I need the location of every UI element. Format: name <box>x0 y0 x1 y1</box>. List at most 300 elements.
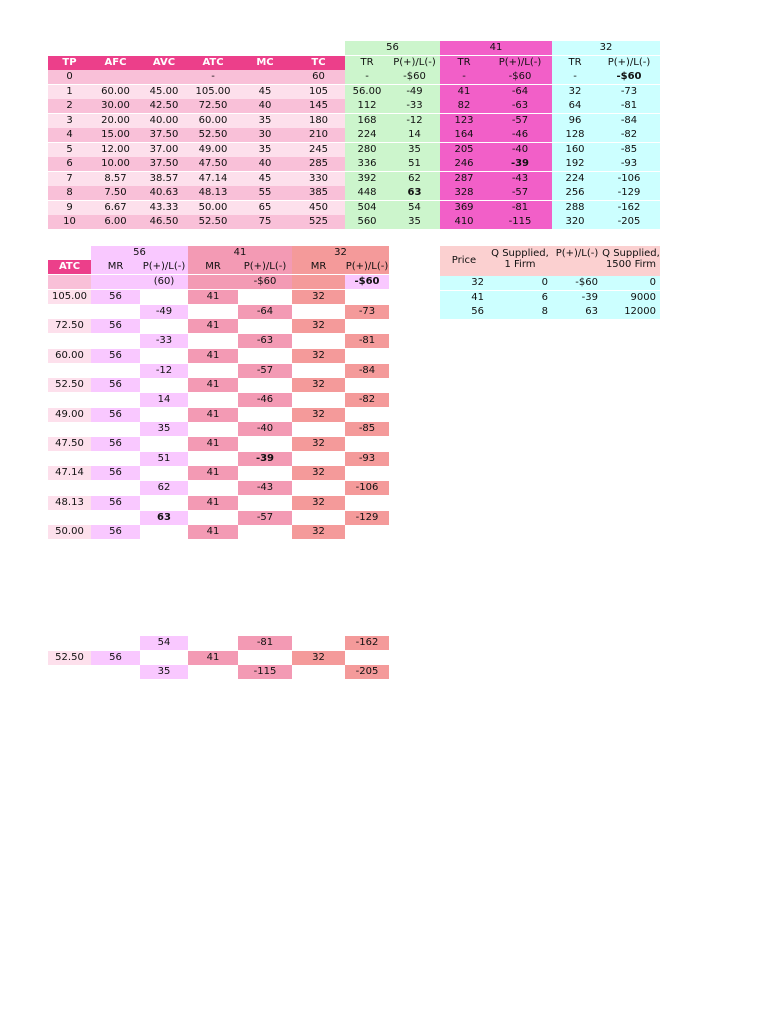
table-cell: 10.00 <box>91 157 140 171</box>
table-cell <box>345 651 389 665</box>
table-cell: -12 <box>140 364 188 378</box>
table-cell: 560 <box>345 215 389 229</box>
column-header: P(+)/L(-) <box>389 56 440 70</box>
table-cell: -57 <box>488 114 552 128</box>
table-cell <box>140 70 188 84</box>
table-cell <box>140 525 188 539</box>
table-cell: 45.00 <box>140 85 188 99</box>
table-cell: -73 <box>345 305 389 319</box>
table-cell: -$60 <box>238 275 292 289</box>
table-cell <box>188 305 238 319</box>
table-cell: 504 <box>345 201 389 215</box>
table-cell: -85 <box>598 143 660 157</box>
table-cell: 52.50 <box>188 215 238 229</box>
table-cell: 32 <box>292 437 345 451</box>
table-cell <box>292 511 345 525</box>
table-cell: 32 <box>292 651 345 665</box>
table-cell: -$60 <box>488 70 552 84</box>
table-cell: 72.50 <box>48 319 91 333</box>
table-cell: 369 <box>440 201 488 215</box>
table-cell: 35 <box>238 114 292 128</box>
table-cell: 32 <box>552 85 598 99</box>
table-cell: 40.00 <box>140 114 188 128</box>
table-cell: 56 <box>91 466 140 480</box>
table-cell: 168 <box>345 114 389 128</box>
table-cell: 525 <box>292 215 345 229</box>
table-cell: 51 <box>389 157 440 171</box>
column-header: AFC <box>91 56 140 70</box>
table-cell <box>345 525 389 539</box>
column-header: MR <box>188 260 238 274</box>
table-cell: 41 <box>188 437 238 451</box>
table-cell: -43 <box>238 481 292 495</box>
table-cell: 41 <box>188 378 238 392</box>
table-cell: -64 <box>238 305 292 319</box>
table-cell: -$60 <box>345 275 389 289</box>
table-cell: - <box>345 70 389 84</box>
table-cell: 62 <box>389 172 440 186</box>
column-header: ATC <box>188 56 238 70</box>
table-cell: 51 <box>140 452 188 466</box>
table-cell: 256 <box>552 186 598 200</box>
table-cell <box>188 334 238 348</box>
table-cell <box>345 408 389 422</box>
table-cell: 14 <box>389 128 440 142</box>
table-cell: 32 <box>292 408 345 422</box>
table-cell: 30.00 <box>91 99 140 113</box>
table-cell <box>292 275 345 289</box>
column-header: MC <box>238 56 292 70</box>
table-cell: -$60 <box>598 70 660 84</box>
table-cell <box>345 437 389 451</box>
table-cell: - <box>440 70 488 84</box>
table-cell: 32 <box>440 276 488 290</box>
table-cell: 164 <box>440 128 488 142</box>
table-cell: 1 <box>48 85 91 99</box>
table-cell: -33 <box>389 99 440 113</box>
table-cell: 52.50 <box>188 128 238 142</box>
table-cell: -57 <box>238 364 292 378</box>
table-cell <box>238 70 292 84</box>
table-cell: 63 <box>389 186 440 200</box>
table-cell: 224 <box>345 128 389 142</box>
table-cell: -40 <box>488 143 552 157</box>
table-cell: 41 <box>188 290 238 304</box>
table-cell: -46 <box>238 393 292 407</box>
table-cell: 6.67 <box>91 201 140 215</box>
table-cell <box>48 636 91 650</box>
table-cell: 37.50 <box>140 128 188 142</box>
table-cell: 105.00 <box>188 85 238 99</box>
table-cell <box>48 305 91 319</box>
table-cell: 210 <box>292 128 345 142</box>
table-cell: -46 <box>488 128 552 142</box>
table-cell: -205 <box>598 215 660 229</box>
table-cell <box>48 481 91 495</box>
table-cell: 56 <box>91 349 140 363</box>
table-cell <box>238 378 292 392</box>
table-cell: 52.50 <box>48 651 91 665</box>
table-cell: 7.50 <box>91 186 140 200</box>
table-cell: 35 <box>389 143 440 157</box>
table-cell: 32 <box>292 319 345 333</box>
table-cell: -106 <box>345 481 389 495</box>
column-header: TP <box>48 56 91 70</box>
table-cell: 63 <box>552 305 602 319</box>
table-cell: -93 <box>598 157 660 171</box>
table-cell: 5 <box>48 143 91 157</box>
table-cell: 42.50 <box>140 99 188 113</box>
table-cell <box>292 305 345 319</box>
table-cell: -82 <box>345 393 389 407</box>
table-cell: 180 <box>292 114 345 128</box>
column-header: P(+)/L(-) <box>238 260 292 274</box>
table-cell: 41 <box>188 408 238 422</box>
table-cell <box>140 290 188 304</box>
table-cell: 82 <box>440 99 488 113</box>
table-cell: -81 <box>238 636 292 650</box>
table-cell <box>292 452 345 466</box>
table-cell: 128 <box>552 128 598 142</box>
table-cell <box>48 364 91 378</box>
table-cell: 62 <box>140 481 188 495</box>
column-header: ATC <box>48 260 91 274</box>
table-cell: 48.13 <box>188 186 238 200</box>
table-cell: 6 <box>488 291 552 305</box>
table-cell: 246 <box>440 157 488 171</box>
table-cell <box>140 349 188 363</box>
table-cell: 32 <box>292 378 345 392</box>
price-group-header: 32 <box>292 246 389 260</box>
table-cell <box>48 334 91 348</box>
table-cell: -84 <box>345 364 389 378</box>
table-cell: -81 <box>488 201 552 215</box>
table-cell: -81 <box>345 334 389 348</box>
table-cell <box>292 364 345 378</box>
table-cell: 50.00 <box>48 525 91 539</box>
table-cell: -49 <box>389 85 440 99</box>
table-cell: -49 <box>140 305 188 319</box>
table-cell: -57 <box>488 186 552 200</box>
table-cell: 45 <box>238 172 292 186</box>
price-group-header: 32 <box>552 41 660 55</box>
table-cell <box>48 452 91 466</box>
table-cell <box>238 525 292 539</box>
table-cell: 224 <box>552 172 598 186</box>
table-cell: 32 <box>292 466 345 480</box>
table-cell: 60.00 <box>188 114 238 128</box>
table-cell <box>188 636 238 650</box>
table-cell <box>238 437 292 451</box>
table-cell: -64 <box>488 85 552 99</box>
table-cell: -63 <box>238 334 292 348</box>
table-cell <box>188 452 238 466</box>
table-cell: 6 <box>48 157 91 171</box>
table-cell: 8 <box>488 305 552 319</box>
table-cell: 9000 <box>602 291 660 305</box>
table-cell: 32 <box>292 525 345 539</box>
table-cell: 330 <box>292 172 345 186</box>
column-header: P(+)/L(-) <box>345 261 389 272</box>
table-cell: 4 <box>48 128 91 142</box>
table-cell: 37.00 <box>140 143 188 157</box>
table-cell: -$60 <box>389 70 440 84</box>
table-cell <box>188 665 238 679</box>
table-cell: 55 <box>238 186 292 200</box>
column-header: TR <box>552 56 598 70</box>
table-cell <box>345 496 389 510</box>
table-cell: - <box>552 70 598 84</box>
table-cell: -106 <box>598 172 660 186</box>
table-cell <box>292 636 345 650</box>
table-cell: 40.63 <box>140 186 188 200</box>
table-cell: - <box>188 70 238 84</box>
table-cell: 49.00 <box>48 408 91 422</box>
table-cell: 410 <box>440 215 488 229</box>
table-cell: 160 <box>552 143 598 157</box>
price-group-header: 56 <box>91 246 188 260</box>
table-cell: 14 <box>140 393 188 407</box>
table-cell <box>48 393 91 407</box>
table-cell: 35 <box>389 215 440 229</box>
table-cell: -81 <box>598 99 660 113</box>
table-cell: 60 <box>292 70 345 84</box>
table-cell: 41 <box>188 319 238 333</box>
table-cell: (60) <box>140 275 188 289</box>
table-cell: 0 <box>48 70 91 84</box>
table-cell: 40 <box>238 99 292 113</box>
table-cell <box>292 393 345 407</box>
table-cell: -$60 <box>552 276 602 290</box>
table-cell: 48.13 <box>48 496 91 510</box>
table-cell: 41 <box>188 349 238 363</box>
table-cell: -39 <box>552 291 602 305</box>
table-cell: 205 <box>440 143 488 157</box>
table-cell: -43 <box>488 172 552 186</box>
table-cell: 385 <box>292 186 345 200</box>
table-cell: -162 <box>598 201 660 215</box>
table-cell <box>188 275 238 289</box>
table-cell <box>238 319 292 333</box>
table-cell: -33 <box>140 334 188 348</box>
table-cell <box>188 481 238 495</box>
column-header: P(+)/L(-) <box>140 260 188 274</box>
table-cell: 192 <box>552 157 598 171</box>
table-cell: 75 <box>238 215 292 229</box>
table-cell: 392 <box>345 172 389 186</box>
table-cell <box>345 466 389 480</box>
table-cell: 6.00 <box>91 215 140 229</box>
table-cell: 32 <box>292 290 345 304</box>
table-cell: 35 <box>238 143 292 157</box>
column-header: P(+)/L(-) <box>552 246 602 276</box>
table-cell: 8.57 <box>91 172 140 186</box>
table-cell: 9 <box>48 201 91 215</box>
table-cell: 15.00 <box>91 128 140 142</box>
table-cell: -205 <box>345 665 389 679</box>
table-cell <box>238 496 292 510</box>
table-cell: 448 <box>345 186 389 200</box>
table-cell: 56 <box>91 437 140 451</box>
table-cell: 0 <box>488 276 552 290</box>
table-cell: 245 <box>292 143 345 157</box>
table-cell: -40 <box>238 422 292 436</box>
table-cell: -85 <box>345 422 389 436</box>
table-cell <box>140 378 188 392</box>
column-header: MR <box>292 260 345 274</box>
table-cell: -115 <box>488 215 552 229</box>
price-group-header: 41 <box>440 41 552 55</box>
table-cell: 45 <box>238 85 292 99</box>
table-cell: 54 <box>140 636 188 650</box>
table-cell: -129 <box>598 186 660 200</box>
table-cell <box>238 466 292 480</box>
table-cell <box>91 422 140 436</box>
table-cell <box>238 408 292 422</box>
table-cell: 47.50 <box>48 437 91 451</box>
table-cell: 37.50 <box>140 157 188 171</box>
table-cell: 285 <box>292 157 345 171</box>
table-cell: 49.00 <box>188 143 238 157</box>
table-cell: 10 <box>48 215 91 229</box>
table-cell <box>238 651 292 665</box>
table-cell: 35 <box>140 665 188 679</box>
table-cell <box>48 275 91 289</box>
table-cell: 65 <box>238 201 292 215</box>
table-cell <box>188 393 238 407</box>
table-cell <box>91 393 140 407</box>
table-cell <box>292 334 345 348</box>
table-cell: 50.00 <box>188 201 238 215</box>
table-cell: -39 <box>238 452 292 466</box>
price-group-header: 56 <box>345 41 440 55</box>
table-cell <box>91 481 140 495</box>
table-cell: 7 <box>48 172 91 186</box>
table-cell: 12.00 <box>91 143 140 157</box>
table-cell: -129 <box>345 511 389 525</box>
table-cell <box>91 511 140 525</box>
table-cell: 56 <box>91 378 140 392</box>
table-cell <box>91 70 140 84</box>
column-header: TR <box>440 56 488 70</box>
column-header: Q Supplied, 1500 Firm <box>602 246 660 276</box>
table-cell: 30 <box>238 128 292 142</box>
table-cell: 105 <box>292 85 345 99</box>
table-cell: 56 <box>91 525 140 539</box>
table-cell: -73 <box>598 85 660 99</box>
table-cell <box>140 496 188 510</box>
table-cell <box>91 305 140 319</box>
table-cell: 0 <box>602 276 660 290</box>
table-cell: 20.00 <box>91 114 140 128</box>
table-cell <box>91 636 140 650</box>
table-cell: 56 <box>91 651 140 665</box>
table-cell: 41 <box>440 85 488 99</box>
table-cell: 56 <box>91 408 140 422</box>
table-cell: 32 <box>292 349 345 363</box>
table-cell: -39 <box>488 157 552 171</box>
table-cell: 280 <box>345 143 389 157</box>
table-cell <box>345 319 389 333</box>
table-cell: 32 <box>292 496 345 510</box>
table-cell: -63 <box>488 99 552 113</box>
table-cell: 320 <box>552 215 598 229</box>
table-cell <box>238 349 292 363</box>
table-cell: 72.50 <box>188 99 238 113</box>
price-group-header: 41 <box>188 246 292 260</box>
table-cell: 60.00 <box>91 85 140 99</box>
table-cell: 123 <box>440 114 488 128</box>
table-cell: 43.33 <box>140 201 188 215</box>
table-cell: 47.50 <box>188 157 238 171</box>
table-cell <box>345 349 389 363</box>
table-cell: -12 <box>389 114 440 128</box>
table-cell: 40 <box>238 157 292 171</box>
table-cell: 56 <box>91 496 140 510</box>
column-header: TC <box>292 56 345 70</box>
table-cell: 336 <box>345 157 389 171</box>
column-header: Price <box>440 246 488 276</box>
table-cell: 41 <box>188 466 238 480</box>
table-cell: 46.50 <box>140 215 188 229</box>
table-cell: 56.00 <box>345 85 389 99</box>
table-cell: 41 <box>188 525 238 539</box>
table-cell: 56 <box>91 290 140 304</box>
table-cell: -93 <box>345 452 389 466</box>
column-header: MR <box>91 260 140 274</box>
table-cell: 3 <box>48 114 91 128</box>
table-cell <box>91 334 140 348</box>
column-header: P(+)/L(-) <box>598 56 660 70</box>
table-cell <box>91 452 140 466</box>
table-cell <box>140 408 188 422</box>
table-cell: 56 <box>440 305 488 319</box>
column-header: Q Supplied, 1 Firm <box>488 246 552 276</box>
table-cell: 145 <box>292 99 345 113</box>
table-cell <box>292 665 345 679</box>
table-cell: 450 <box>292 201 345 215</box>
table-cell <box>345 378 389 392</box>
column-header: AVC <box>140 56 188 70</box>
table-cell: 47.14 <box>188 172 238 186</box>
table-cell: -82 <box>598 128 660 142</box>
table-cell <box>91 275 140 289</box>
table-cell: 52.50 <box>48 378 91 392</box>
table-cell <box>91 665 140 679</box>
table-cell: 2 <box>48 99 91 113</box>
table-cell <box>188 422 238 436</box>
table-cell: 60.00 <box>48 349 91 363</box>
table-cell <box>292 422 345 436</box>
table-cell: 12000 <box>602 305 660 319</box>
table-cell <box>345 290 389 304</box>
table-cell: 105.00 <box>48 290 91 304</box>
table-cell <box>238 290 292 304</box>
table-cell <box>48 422 91 436</box>
table-cell: 47.14 <box>48 466 91 480</box>
table-cell: 41 <box>440 291 488 305</box>
table-cell: 41 <box>188 651 238 665</box>
table-cell: 35 <box>140 422 188 436</box>
table-cell: 54 <box>389 201 440 215</box>
table-cell <box>140 466 188 480</box>
table-cell <box>188 511 238 525</box>
column-header: TR <box>345 56 389 70</box>
table-cell: 64 <box>552 99 598 113</box>
table-cell: 38.57 <box>140 172 188 186</box>
table-cell <box>140 437 188 451</box>
table-cell: 96 <box>552 114 598 128</box>
